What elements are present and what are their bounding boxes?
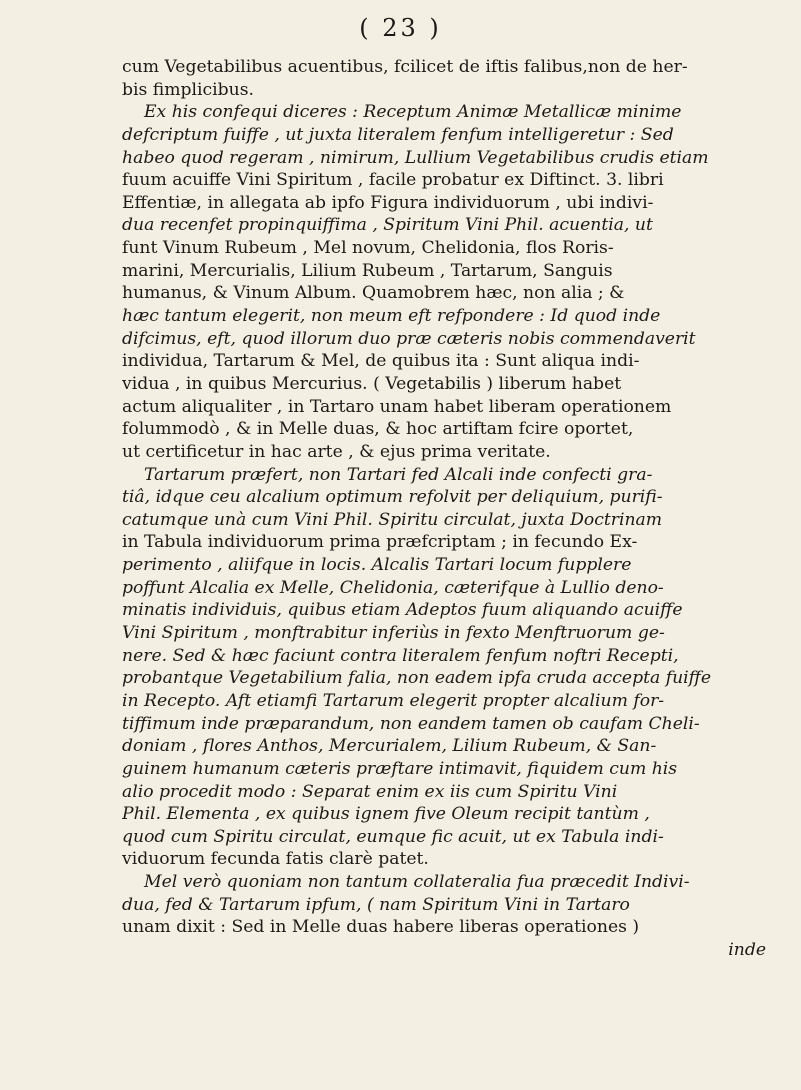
text-line: folummodò , & in Melle duas, & hoc artiftam fcire oportet,	[122, 419, 634, 440]
text-line: minatis individuis, quibus etiam Adeptos fuum aliquando acuiffe	[122, 600, 683, 621]
text-line: perimento , aliifque in locis. Alcalis Tartari locum fupplere	[122, 555, 632, 576]
text-line: Tartarum præfert, non Tartari fed Alcali inde confecti gra-	[144, 464, 653, 485]
text-line: difcimus, eft, quod illorum duo præ cæteris nobis commendaverit	[122, 328, 696, 349]
text-line: Effentiæ, in allegata ab ipfo Figura individuorum , ubi indivi-	[122, 192, 654, 213]
text-line: catumque unà cum Vini Phil. Spiritu circulat, juxta Doctrinam	[122, 509, 663, 530]
text-line: individua, Tartarum & Mel, de quibus ita : Sunt aliqua indi-	[122, 351, 640, 372]
text-line: in Recepto. Aft etiamfi Tartarum elegerit propter alcalium for-	[122, 690, 665, 711]
catchword: inde	[728, 939, 766, 960]
text-line: marini, Mercurialis, Lilium Rubeum , Tartarum, Sanguis	[122, 260, 613, 281]
text-line: tiffimum inde præparandum, non eandem tamen ob caufam Cheli-	[122, 713, 700, 734]
text-line: fuum acuiffe Vini Spiritum , facile probatur ex Diftinct. 3. libri	[122, 170, 664, 191]
text-line: Ex his confequi diceres : Receptum Animæ Metallicæ minime	[144, 102, 682, 123]
text-line: Phil. Elementa , ex quibus ignem five Oleum recipit tantùm ,	[122, 804, 650, 825]
text-line: guinem humanum cæteris præftare intimavit, fiquidem cum his	[122, 758, 678, 779]
text-line: viduorum fecunda fatis clarè patet.	[122, 849, 429, 870]
text-line: Vini Spiritum , monftrabitur inferiùs in fexto Menftruorum ge-	[122, 623, 665, 644]
text-line: vidua , in quibus Mercurius. ( Vegetabilis ) liberum habet	[122, 373, 622, 394]
text-line: probantque Vegetabilium falia, non eadem ipfa cruda accepta fuiffe	[122, 668, 711, 689]
text-line: nere. Sed & hæc faciunt contra literalem fenfum noftri Recepti,	[122, 645, 679, 666]
text-line: quod cum Spiritu circulat, eumque fic acuit, ut ex Tabula indi-	[122, 826, 664, 847]
text-line: Mel verò quoniam non tantum collateralia fua præcedit Indivi-	[144, 872, 690, 893]
text-line: ut certificetur in hac arte , & ejus prima veritate.	[122, 441, 551, 462]
text-line: funt Vinum Rubeum , Mel novum, Chelidonia, flos Roris-	[122, 238, 614, 259]
text-line: dua, fed & Tartarum ipfum, ( nam Spiritum Vini in Tartaro	[122, 894, 630, 915]
text-line: actum aliqualiter , in Tartaro unam habet liberam operationem	[122, 396, 672, 417]
text-line: habeo quod regeram , nimirum, Lullium Vegetabilibus crudis etiam	[122, 147, 709, 168]
text-line: cum Vegetabilibus acuentibus, fcilicet de iftis falibus,non de her-	[122, 57, 688, 77]
text-line: tiâ, idque ceu alcalium optimum refolvit per deliquium, purifi-	[122, 487, 663, 508]
text-line: bis fimplicibus.	[122, 79, 255, 100]
text-line: alio procedit modo : Separat enim ex iis cum Spiritu Vini	[122, 781, 618, 802]
text-line: hæc tantum elegerit, non meum eft refpondere : Id quod inde	[122, 306, 661, 327]
text-line: doniam , flores Anthos, Mercurialem, Lilium Rubeum, & San-	[122, 736, 657, 757]
text-line: dua recenfet propinquiffima , Spiritum Vini Phil. acuentia, ut	[122, 215, 653, 236]
page-number: ( 23 )	[359, 14, 442, 42]
text-line: in Tabula individuorum prima præfcriptam ; in fecundo Ex-	[122, 532, 638, 553]
text-line: humanus, & Vinum Album. Quamobrem hæc, non alia ; &	[122, 283, 625, 304]
text-line: poffunt Alcalia ex Melle, Chelidonia, cæterifque à Lullio deno-	[122, 577, 664, 598]
text-line: defcriptum fuiffe , ut juxta literalem fenfum intelligeretur : Sed	[122, 124, 674, 145]
text-line: unam dixit : Sed in Melle duas habere liberas operationes )	[122, 917, 640, 938]
body-text	[122, 56, 772, 962]
